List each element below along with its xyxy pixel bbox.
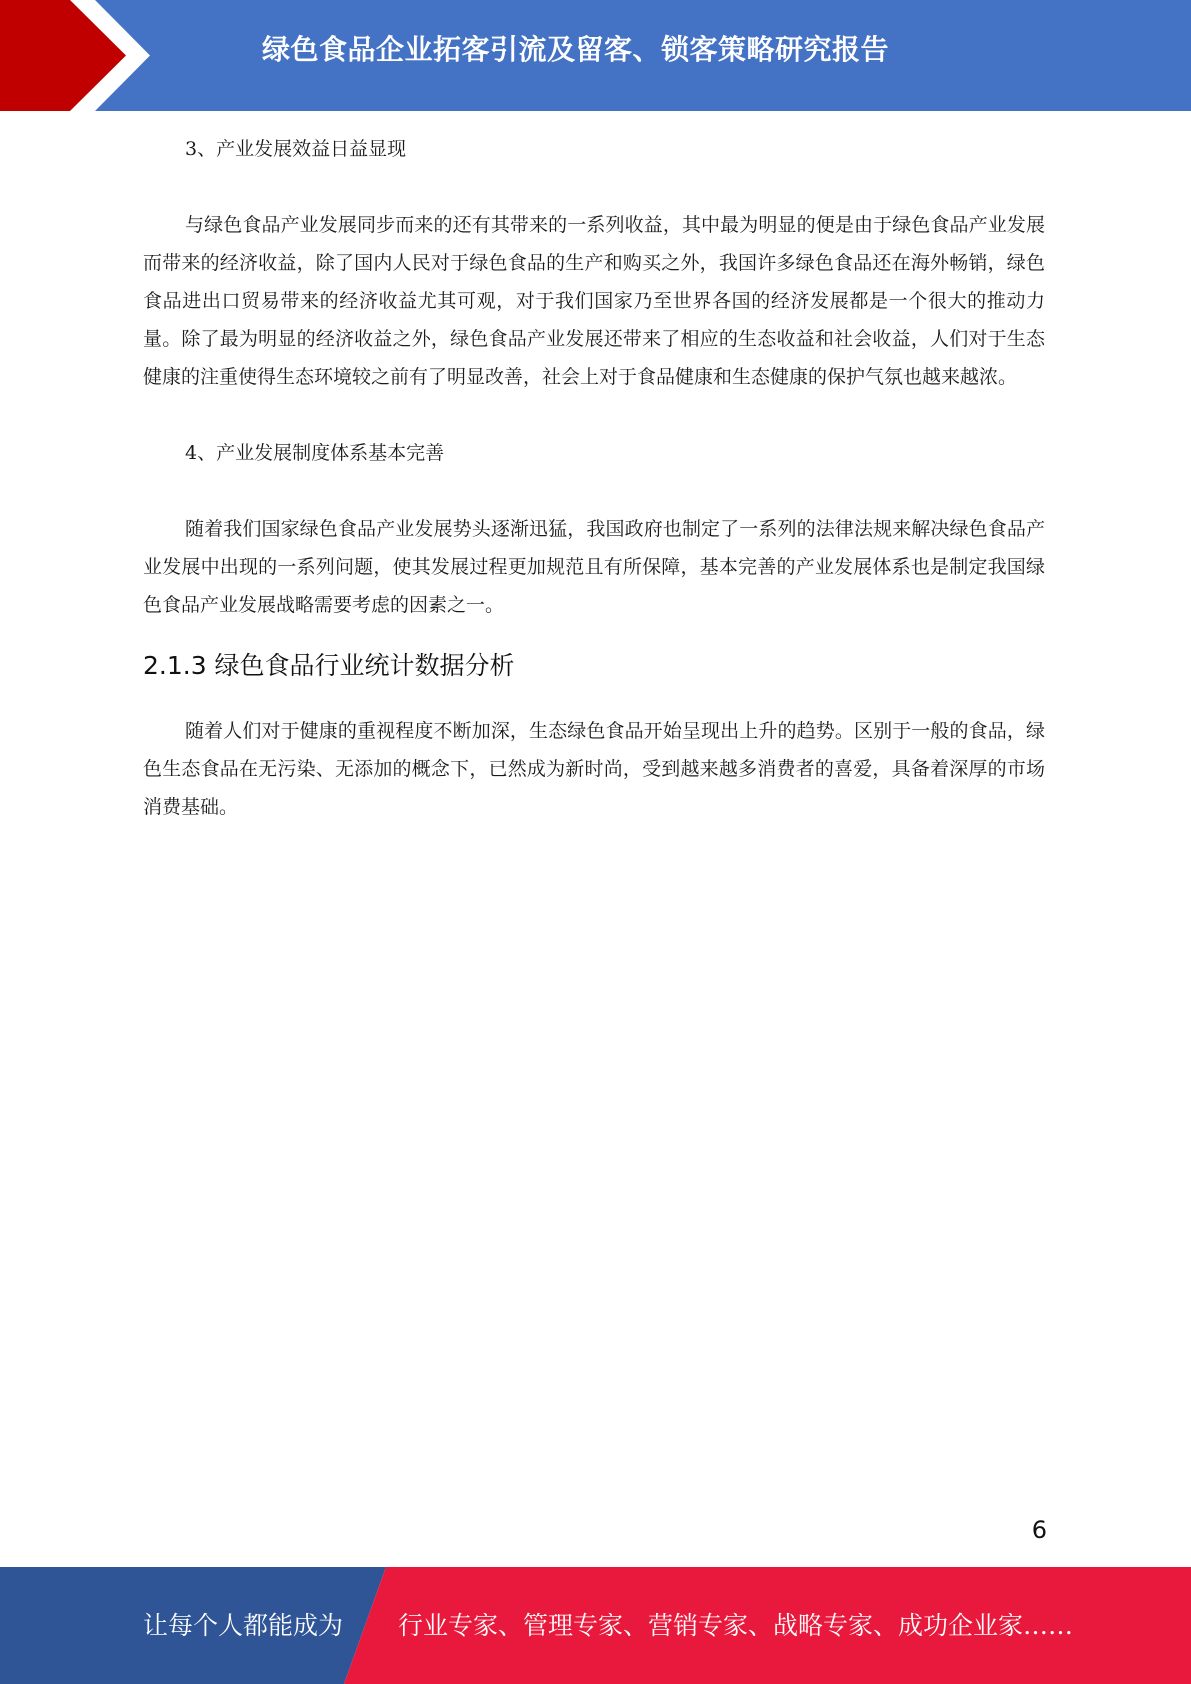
subheading-4: 4、产业发展制度体系基本完善 xyxy=(185,442,445,464)
header-band xyxy=(0,0,1191,111)
page-number: 6 xyxy=(1031,1516,1047,1544)
footer-band xyxy=(0,1567,1191,1684)
paragraph-1: 与绿色食品产业发展同步而来的还有其带来的一系列收益，其中最为明显的便是由于绿色食品产业发展而带来的经济收益，除了国内人民对于绿色食品的生产和购买之外，我国许多绿色食品还在海外畅销，绿色食品进出口贸易带来的经济收益尤其可观，对于我们国家乃至世界各国的经济发展都是一个很大的推动力量。除了最为明显的经济收益之外，绿色食品产业发展还带来了相应的生态收益和社会收益，人们对于生态健康的注重使得生态环境较之前有了明显改善，社会上对于食品健康和生态健康的保护气氛也越来越浓。 xyxy=(143,214,1045,388)
footer-slogan-right: 行业专家、管理专家、营销专家、战略专家、成功企业家…… xyxy=(398,1611,1074,1640)
paragraph-2: 随着我们国家绿色食品产业发展势头逐渐迅猛，我国政府也制定了一系列的法律法规来解决绿色食品产业发展中出现的一系列问题，使其发展过程更加规范且有所保障，基本完善的产业发展体系也是制定我国绿色食品产业发展战略需要考虑的因素之一。 xyxy=(143,518,1045,616)
footer-slogan-left: 让每个人都能成为 xyxy=(143,1611,344,1640)
section-heading-2-1-3: 2.1.3 绿色食品行业统计数据分析 xyxy=(143,651,515,680)
document-body xyxy=(143,130,1045,826)
paragraph-3: 随着人们对于健康的重视程度不断加深，生态绿色食品开始呈现出上升的趋势。区别于一般的食品，绿色生态食品在无污染、无添加的概念下，已然成为新时尚，受到越来越多消费者的喜爱，具备着深厚的市场消费基础。 xyxy=(143,720,1045,818)
header-title: 绿色食品企业拓客引流及留客、锁客策略研究报告 xyxy=(261,33,889,66)
subheading-3: 3、产业发展效益日益显现 xyxy=(185,138,407,160)
